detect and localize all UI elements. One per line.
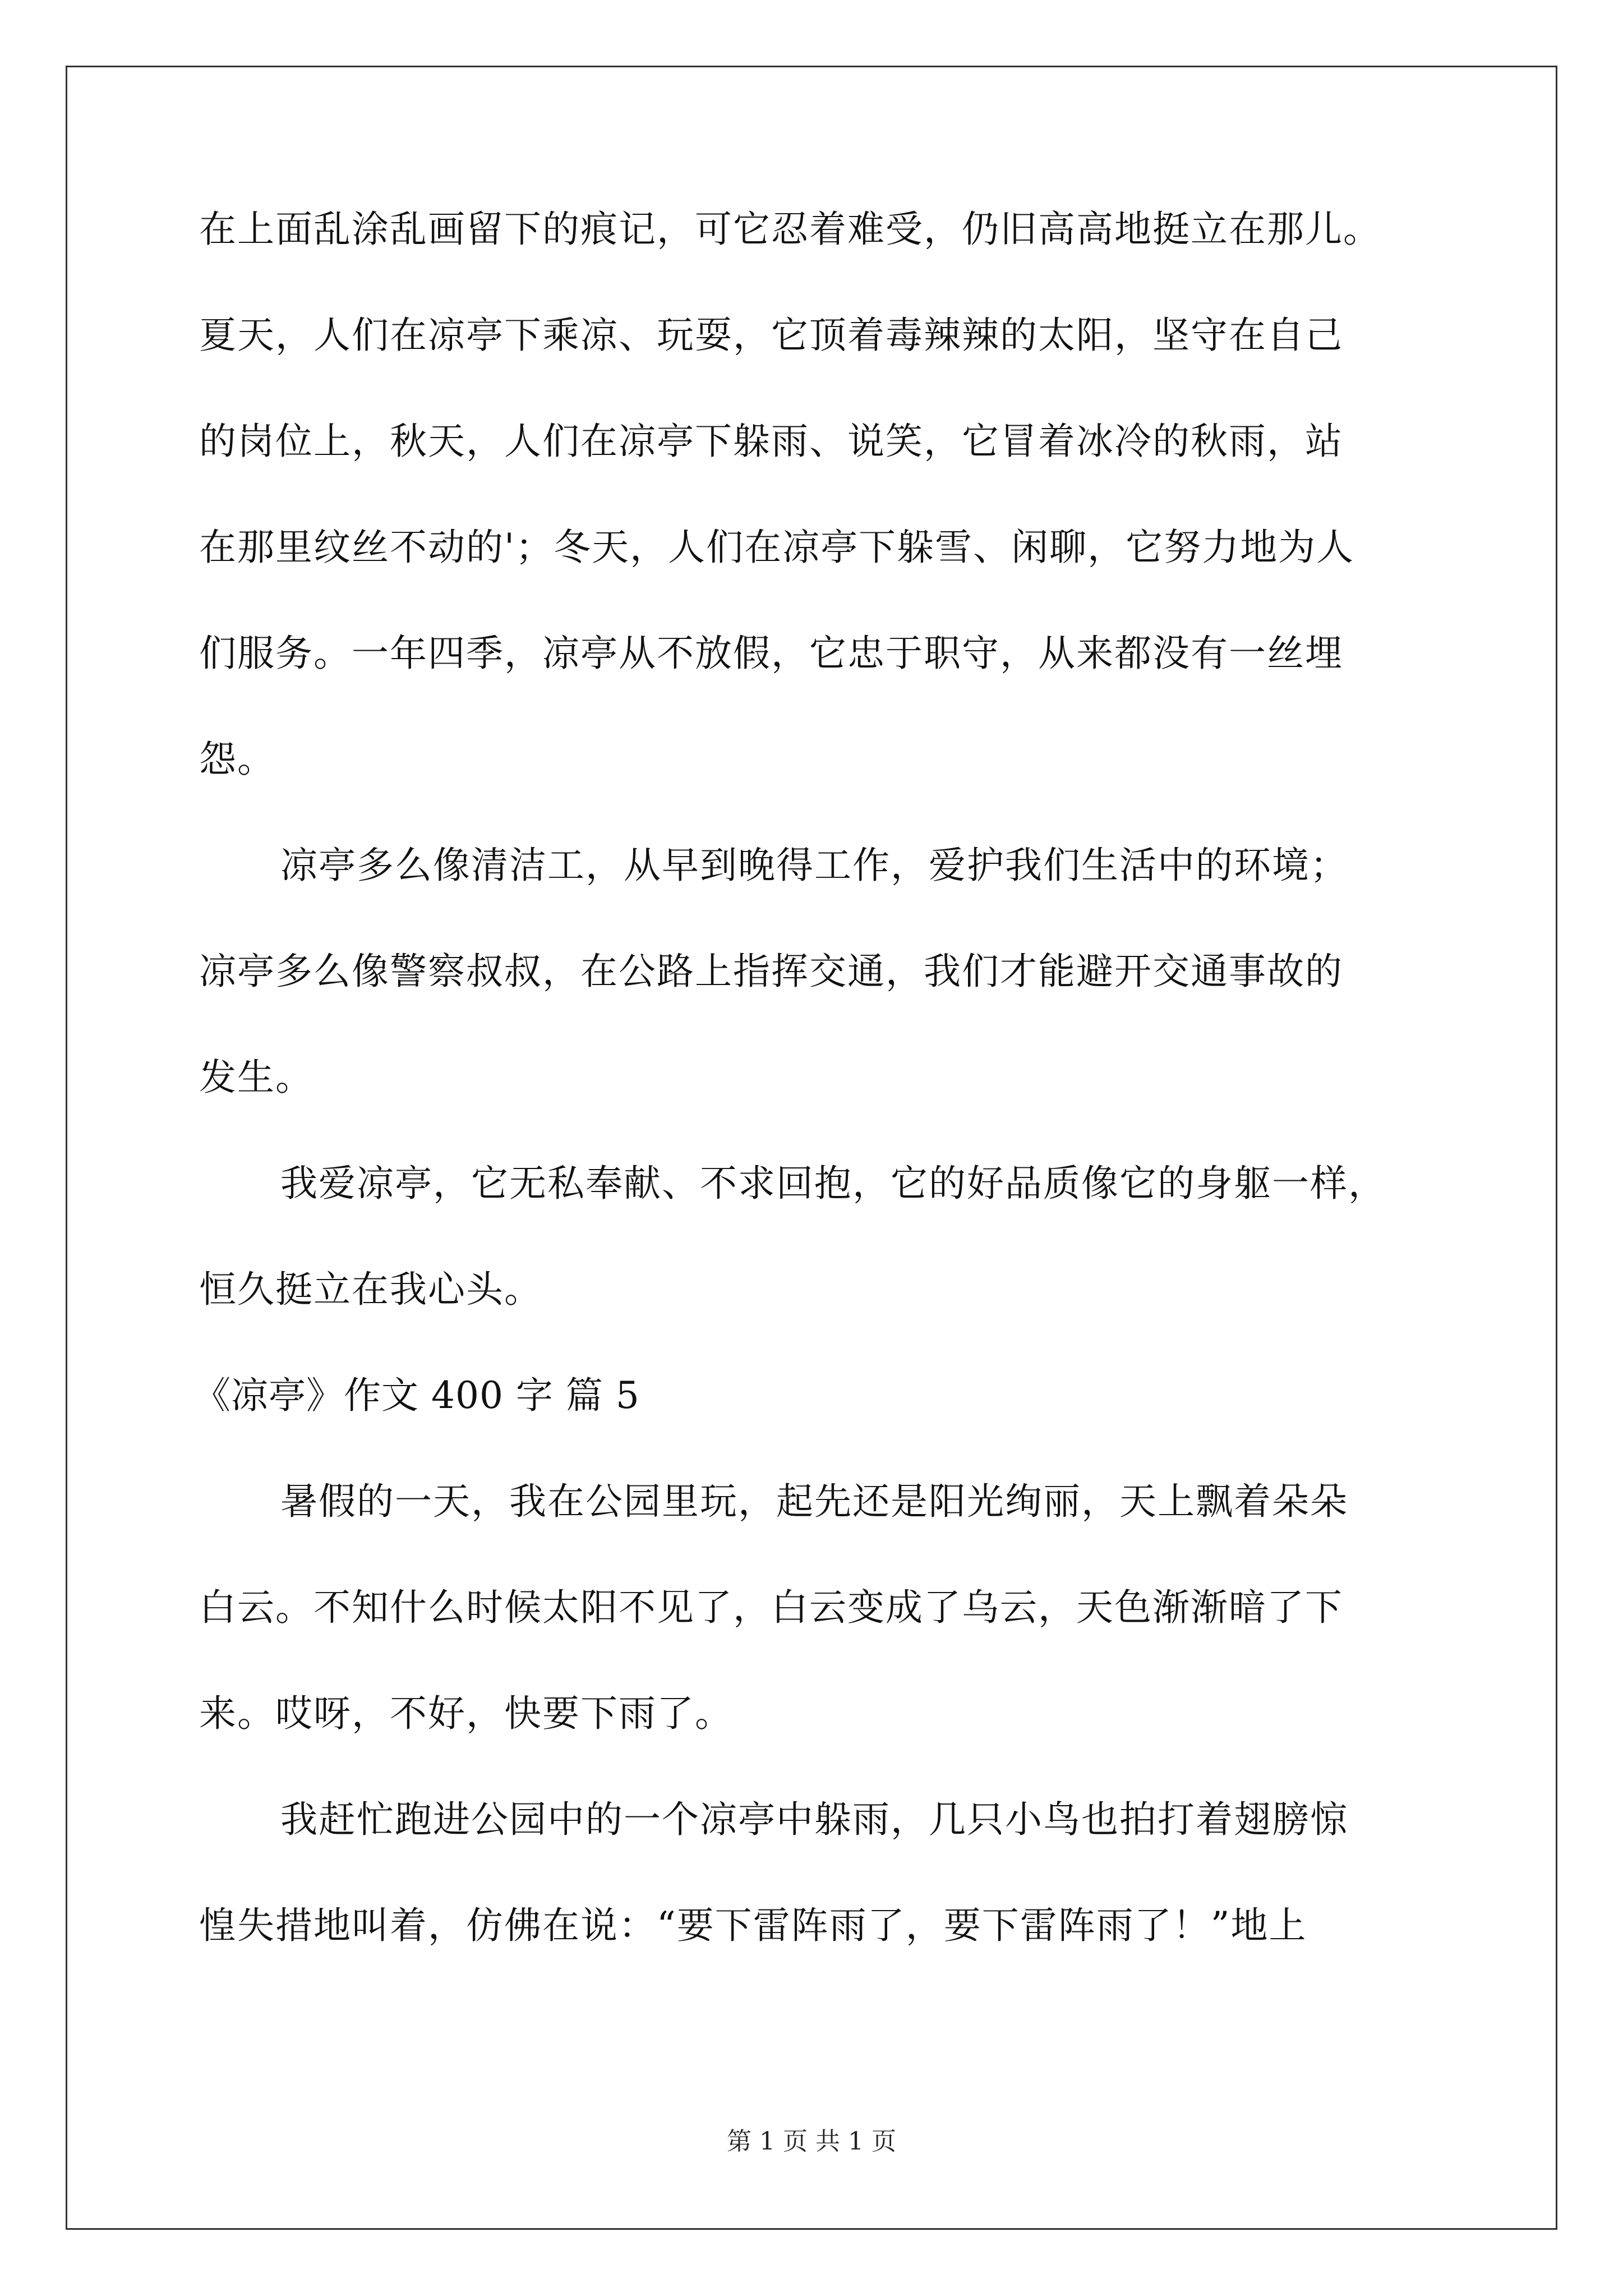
- text-line: 凉亭多么像警察叔叔，在公路上指挥交通，我们才能避开交通事故的: [199, 950, 1343, 993]
- text-line: 们服务。一年四季，凉亭从不放假，它忠于职守，从来都没有一丝埋: [199, 632, 1343, 675]
- text-line: 我赶忙跑进公园中的一个凉亭中躲雨，几只小鸟也拍打着翅膀惊: [280, 1798, 1348, 1841]
- text-line: 夏天，人们在凉亭下乘凉、玩耍，它顶着毒辣辣的太阳，坚守在自己: [199, 314, 1343, 357]
- text-line: 在上面乱涂乱画留下的痕记，可它忍着难受，仍旧高高地挺立在那儿。: [199, 208, 1381, 251]
- text-line: 发生。: [199, 1056, 313, 1099]
- text-line: 来。哎呀，不好，快要下雨了。: [199, 1692, 733, 1735]
- page-footer: 第 1 页 共 1 页: [727, 2127, 896, 2156]
- text-line: 我爱凉亭，它无私奉献、不求回抱，它的好品质像它的身躯一样，: [280, 1162, 1386, 1205]
- text-line: 凉亭多么像清洁工，从早到晚得工作，爱护我们生活中的环境；: [280, 844, 1348, 887]
- document-body: [193, 208, 1478, 2010]
- text-line: 白云。不知什么时候太阳不见了，白云变成了乌云，天色渐渐暗了下: [199, 1586, 1343, 1629]
- text-line: 暑假的一天，我在公园里玩，起先还是阳光绚丽，天上飘着朵朵: [280, 1480, 1348, 1523]
- text-line: 惶失措地叫着，仿佛在说：“要下雷阵雨了，要下雷阵雨了！”地上: [199, 1904, 1307, 1947]
- text-line: 怨。: [199, 738, 275, 781]
- text-line: 的岗位上，秋天，人们在凉亭下躲雨、说笑，它冒着冰冷的秋雨，站: [199, 420, 1343, 463]
- text-line: 在那里纹丝不动的'；冬天，人们在凉亭下躲雪、闲聊，它努力地为人: [199, 526, 1355, 569]
- text-line: 恒久挺立在我心头。: [199, 1268, 542, 1311]
- section-heading: 《凉亭》作文 400 字 篇 5: [193, 1374, 640, 1417]
